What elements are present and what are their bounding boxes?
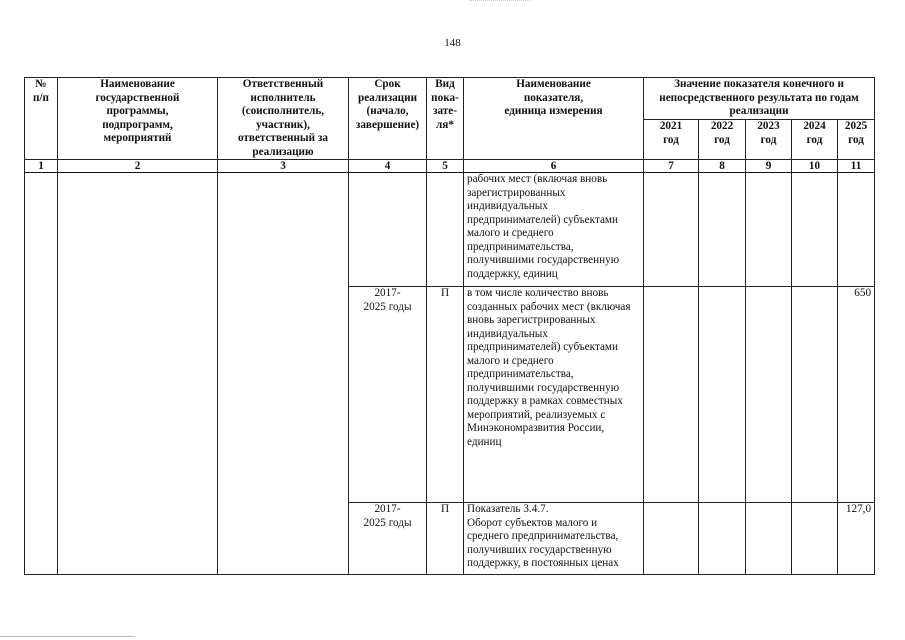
cell-value-2025: 650	[838, 287, 875, 503]
cell-program-name	[58, 173, 218, 575]
header-period: Срок реализации (начало, завершение)	[349, 78, 427, 160]
cell-value-2022	[699, 173, 746, 287]
cell-indicator-type: П	[427, 287, 464, 503]
cell-responsible	[218, 173, 349, 575]
header-year-2023: 2023 год	[746, 120, 792, 160]
cell-indicator-name: Показатель 3.4.7. Оборот субъектов малого и среднего предпринимательства, получивших государственную поддержку, в постоянных ценах	[464, 503, 644, 575]
column-number: 2	[58, 160, 218, 173]
cell-indicator-type: П	[427, 503, 464, 575]
cell-value-2022	[699, 503, 746, 575]
header-number: № п/п	[25, 78, 58, 160]
column-number: 6	[464, 160, 644, 173]
column-number: 4	[349, 160, 427, 173]
column-number: 11	[838, 160, 875, 173]
cell-period	[349, 173, 427, 287]
header-year-2022: 2022 год	[699, 120, 746, 160]
cell-number	[25, 173, 58, 575]
cell-value-2024	[792, 287, 838, 503]
header-indicator-name: Наименование показателя, единица измерения	[464, 78, 644, 160]
column-number: 8	[699, 160, 746, 173]
table-row	[25, 173, 875, 287]
cell-value-2021	[644, 503, 699, 575]
scan-mark	[470, 0, 530, 1]
header-year-2021: 2021 год	[644, 120, 699, 160]
cell-value-2024	[792, 173, 838, 287]
cell-indicator-type	[427, 173, 464, 287]
cell-value-2023	[746, 173, 792, 287]
cell-value-2021	[644, 287, 699, 503]
header-program-name: Наименование государственной программы, подпрограмм, мероприятий	[58, 78, 218, 160]
scan-edge-line	[0, 636, 135, 637]
column-number: 9	[746, 160, 792, 173]
column-number: 1	[25, 160, 58, 173]
header-years-group: Значение показателя конечного и непосредственного результата по годам реализации	[644, 78, 875, 120]
cell-value-2023	[746, 287, 792, 503]
column-number-row	[25, 160, 875, 173]
cell-value-2021	[644, 173, 699, 287]
column-number: 10	[792, 160, 838, 173]
header-year-2025: 2025 год	[838, 120, 875, 160]
cell-period: 2017- 2025 годы	[349, 503, 427, 575]
column-number: 3	[218, 160, 349, 173]
cell-indicator-name: рабочих мест (включая вновь зарегистрированных индивидуальных предпринимателей) субъектами малого и среднего предпринимательства, получившими государственную поддержку, единиц	[464, 173, 644, 287]
cell-period: 2017- 2025 годы	[349, 287, 427, 503]
column-number: 5	[427, 160, 464, 173]
column-number: 7	[644, 160, 699, 173]
header-year-2024: 2024 год	[792, 120, 838, 160]
indicator-table	[24, 77, 875, 575]
cell-value-2025: 127,0	[838, 503, 875, 575]
header-responsible: Ответственный исполнитель (соисполнитель, участник), ответственный за реализацию	[218, 78, 349, 160]
cell-value-2023	[746, 503, 792, 575]
header-indicator-type: Вид пока- зате- ля*	[427, 78, 464, 160]
page-number: 148	[444, 37, 461, 49]
cell-value-2022	[699, 287, 746, 503]
cell-value-2024	[792, 503, 838, 575]
cell-indicator-name: в том числе количество вновь созданных рабочих мест (включая вновь зарегистрированных индивидуальных предпринимателей) субъектами малого и среднего предпринимательства, получившими государственную поддержку в рамках совместных мероприятий, реализуемых с Минэкономразвития России, единиц	[464, 287, 644, 503]
cell-value-2025	[838, 173, 875, 287]
